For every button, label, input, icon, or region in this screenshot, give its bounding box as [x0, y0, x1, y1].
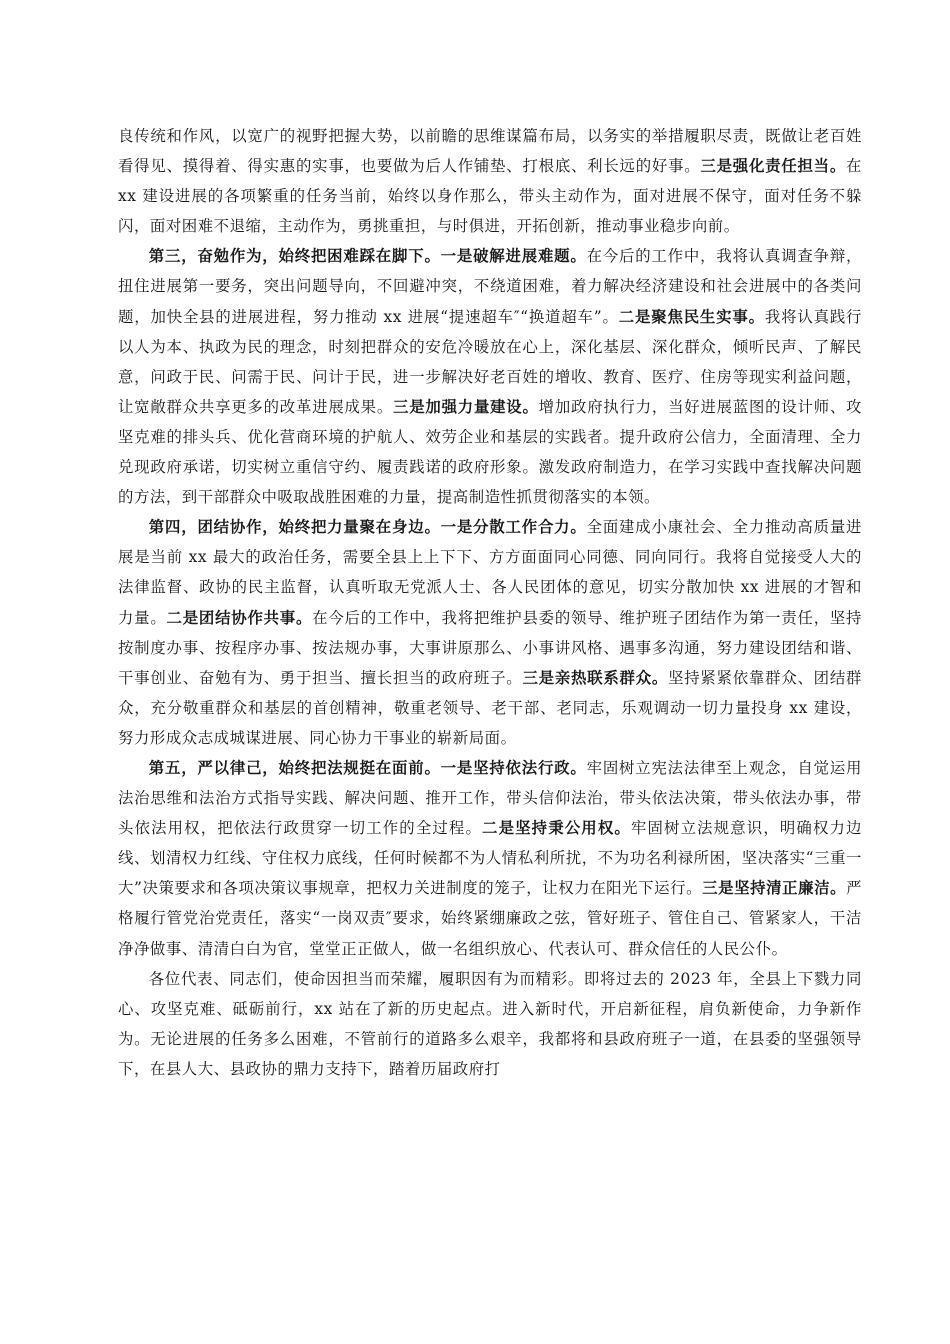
text-run: 在今后的工作中，我将把维护县委的领导、维护班子团结作为第一责任，坚持按制度办事、按程序办事、按法规办事，大事讲原那么、小事讲风格、遇事多沟通，努力建设团结和谐、干事创业、奋勉有为、勇于担当、擅长担当的政府班子。 [118, 608, 862, 687]
paragraph-2 [118, 241, 862, 512]
heading-run: 二是团结协作共事。 [166, 608, 313, 627]
heading-run: 第三，奋勉作为，始终把困难踩在脚下。一是破解进展难题。 [148, 247, 587, 266]
text-run: 全面建成小康社会、全力推动高质量进展是当前 xx 最大的政治任务，需要全县上上下下、方方面面同心同德、同向同行。我将自觉接受人大的法律监督、政协的民主监督，认真听取无党派人士、各人民团体的意见，切实分散加快 xx 进展的才智和力量。 [118, 518, 862, 627]
text-run: 我将认真践行以人为本、执政为民的理念，时刻把群众的安危冷暖放在心上，深化基层、深化群众，倾听民声、了解民意，问政于民、问需于民、问计于民，进一步解决好老百姓的增收、教育、医疗、住房等现实利益问题，让宽敞群众共享更多的改革进展成果。 [118, 307, 862, 416]
heading-run: 二是聚焦民生实事。 [618, 307, 765, 326]
heading-run: 三是亲热联系群众。 [522, 668, 669, 687]
text-run: 良传统和作风，以宽广的视野把握大势，以前瞻的思维谋篇布局，以务实的举措履职尽责，既做让老百姓看得见、摸得着、得实惠的实事，也要做为后人作铺垫、打根底、利长远的好事。 [118, 127, 862, 176]
text-run: 严格履行管党治党责任，落实“一岗双责″要求，始终紧绷廉政之弦，管好班子、管住自己、管紧家人，干洁净净做事、清清白白为官，堂堂正正做人，做一名组织放心、代表认可、群众信任的人民公仆。 [118, 879, 863, 958]
text-run: 在 xx 建设进展的各项繁重的任务当前，始终以身作那么，带头主动作为，面对进展不保守，面对任务不躲闪，面对困难不退缩，主动作为，勇挑重担，与时俱进，开拓创新，推动事业稳步向前。 [118, 157, 862, 236]
paragraph-5 [118, 964, 862, 1084]
heading-run: 第五，严以律己，始终把法规挺在面前。一是坚持依法行政。 [148, 758, 587, 777]
heading-run: 三是加强力量建设。 [393, 397, 539, 416]
document-body [118, 121, 862, 1084]
paragraph-1 [118, 121, 862, 241]
paragraph-3 [118, 512, 862, 753]
text-run: 增加政府执行力，当好进展蓝图的设计师、攻坚克难的排头兵、优化营商环境的护航人、效劳企业和基层的实践者。提升政府公信力，全面清理、全力兑现政府承诺，切实树立重信守约、履责践诺的政府形象。激发政府制造力，在学习实践中查找解决问题的方法，到干部群众中吸取战胜困难的力量，提高制造性抓贯彻落实的本领。 [118, 397, 862, 507]
text-run: 牢固树立宪法法律至上观念，自觉运用法治思维和法治方式指导实践、解决问题、推开工作，带头信仰法治，带头依法决策，带头依法办事，带头依法用权，把依法行政贯穿一切工作的全过程。 [118, 758, 862, 838]
text-run: 牢固树立法规意识，明确权力边线、划清权力红线、守住权力底线，任何时候都不为人情私利所扰，不为功名利禄所困，坚决落实“三重一大”决策要求和各项决策议事规章，把权力关进制度的笼子，让权力在阳光下运行。 [118, 819, 862, 898]
heading-run: 第四，团结协作，始终把力量聚在身边。一是分散工作合力。 [148, 518, 587, 537]
heading-run: 三是强化责任担当。 [700, 157, 847, 176]
paragraph-4 [118, 753, 862, 964]
heading-run: 二是坚持秉公用权。 [482, 819, 631, 838]
text-run: 在今后的工作中，我将认真调查争辩，扭住进展第一要务，突出问题导向，不回避冲突，不绕道困难，着力解决经济建设和社会进展中的各类问题，加快全县的进展进程，努力推动 xx 进展“提速超车″“换道超车”。 [118, 247, 862, 326]
text-run: 各位代表、同志们，使命因担当而荣耀，履职因有为而精彩。即将过去的 2023 年，全县上下戮力同心、攻坚克难、砥砺前行，xx 站在了新的历史起点。进入新时代，开启新征程，肩负新使命，力争新作为。无论进展的任务多么困难，不管前行的道路多么艰辛，我都将和县政府班子一道，在县委的坚强领导下，在县人大、县政协的鼎力支持下，踏着历届政府打 [118, 969, 862, 1078]
heading-run: 三是坚持清正廉洁。 [702, 879, 847, 898]
text-run: 坚持紧紧依靠群众、团结群众，充分敬重群众和基层的首创精神，敬重老领导、老干部、老同志，乐观调动一切力量投身 xx 建设，努力形成众志成城谋进展、同心协力干事业的崭新局面。 [118, 668, 862, 747]
